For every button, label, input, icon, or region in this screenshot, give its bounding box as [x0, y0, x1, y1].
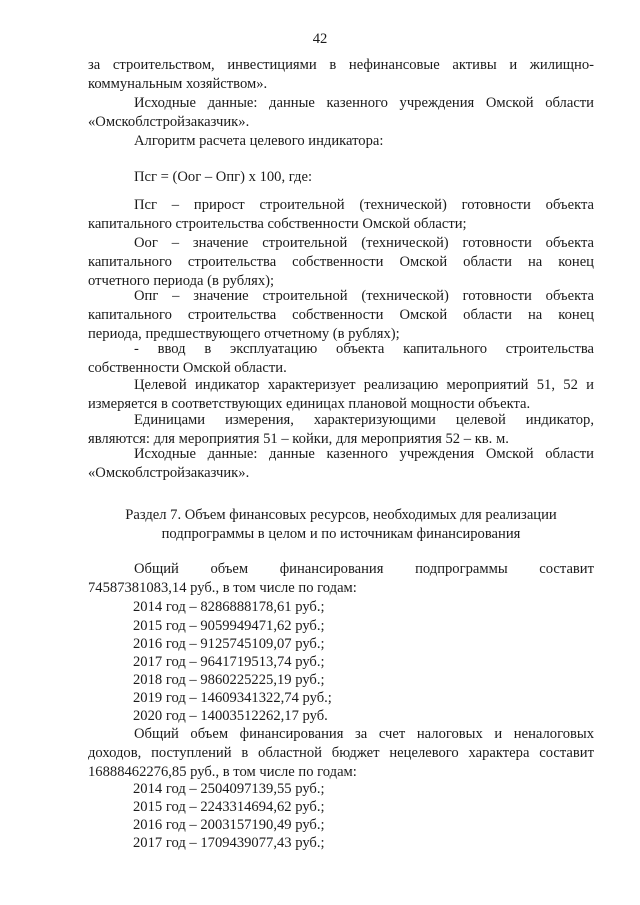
tax-financing-paragraph: [88, 725, 594, 782]
source-paragraph-2: [88, 445, 594, 483]
year-line: 2017 год – 1709439077,43 руб.;: [133, 835, 325, 851]
text-line: периода, предшествующего отчетному (в рублях);: [88, 326, 400, 342]
text-line: собственности Омской области.: [88, 360, 287, 376]
text-line: капитального строительства собственности Омской области на конец: [88, 254, 594, 270]
year-line: 2020 год – 14003512262,17 руб.: [133, 708, 328, 724]
year-line: 2018 год – 9860225225,19 руб.;: [133, 672, 325, 688]
intro-paragraph: [88, 56, 594, 94]
algorithm-label: [88, 132, 594, 151]
text-line: 74587381083,14 руб., в том числе по годам:: [88, 580, 357, 596]
year-line: 2014 год – 2504097139,55 руб.;: [133, 781, 325, 797]
text-line: Исходные данные: данные казенного учреждения Омской области: [134, 446, 594, 462]
text-line: Целевой индикатор характеризует реализацию мероприятий 51, 52 и: [134, 377, 594, 393]
text-line: доходов, поступлений в областной бюджет нецелевого характера составит: [88, 745, 594, 761]
text-line: капитального строительства собственности Омской области;: [88, 216, 467, 232]
year-line: 2017 год – 9641719513,74 руб.;: [133, 654, 325, 670]
text-line: за строительством, инвестициями в нефинансовые активы и жилищно-: [88, 57, 594, 73]
formula: [88, 168, 594, 187]
text-line: Оог – значение строительной (технической) готовности объекта: [134, 235, 594, 251]
year-line: 2016 год – 9125745109,07 руб.;: [133, 636, 325, 652]
text-line: являются: для мероприятия 51 – койки, для мероприятия 52 – кв. м.: [88, 431, 509, 447]
indicator-paragraph: [88, 376, 594, 414]
text-line: Общий объем финансирования за счет налоговых и неналоговых: [134, 726, 594, 742]
source-paragraph: [88, 94, 594, 132]
heading-line: Раздел 7. Объем финансовых ресурсов, необходимых для реализации: [125, 507, 557, 523]
year-line: 2016 год – 2003157190,49 руб.;: [133, 817, 325, 833]
text-line: измеряется в соответствующих единицах плановой мощности объекта.: [88, 396, 531, 412]
year-line: 2015 год – 9059949471,62 руб.;: [133, 618, 325, 634]
year-line: 2015 год – 2243314694,62 руб.;: [133, 799, 325, 815]
total-financing-paragraph: [88, 560, 594, 598]
text-line: коммунальным хозяйством».: [88, 76, 268, 92]
year-line: 2019 год – 14609341322,74 руб.;: [133, 690, 332, 706]
text-line: - ввод в эксплуатацию объекта капитального строительства: [134, 341, 594, 357]
definition-opg: [88, 287, 594, 344]
text-line: Псг = (Оог – Опг) х 100, где:: [134, 169, 312, 185]
text-line: Единицами измерения, характеризующими целевой индикатор,: [134, 412, 594, 428]
section-heading: [88, 506, 594, 544]
definition-vvod: [88, 340, 594, 378]
text-line: Исходные данные: данные казенного учреждения Омской области: [134, 95, 594, 111]
heading-line: подпрограммы в целом и по источникам финансирования: [161, 526, 521, 542]
definition-psg: [88, 196, 594, 234]
text-line: Опг – значение строительной (технической) готовности объекта: [134, 288, 594, 304]
year-line: 2014 год – 8286888178,61 руб.;: [133, 599, 325, 615]
definition-oog: [88, 234, 594, 291]
text-line: 16888462276,85 руб., в том числе по годам:: [88, 764, 357, 780]
text-line: «Омскоблстройзаказчик».: [88, 465, 250, 481]
text-line: отчетного периода (в рублях);: [88, 273, 275, 289]
text-line: капитального строительства собственности Омской области на конец: [88, 307, 594, 323]
text-line: Псг – прирост строительной (технической) готовности объекта: [134, 197, 594, 213]
text-line: Общий объем финансирования подпрограммы составит: [134, 561, 594, 577]
text-line: Алгоритм расчета целевого индикатора:: [134, 133, 384, 149]
page-number: 42: [312, 31, 328, 47]
text-line: «Омскоблстройзаказчик».: [88, 114, 250, 130]
units-paragraph: [88, 411, 594, 449]
